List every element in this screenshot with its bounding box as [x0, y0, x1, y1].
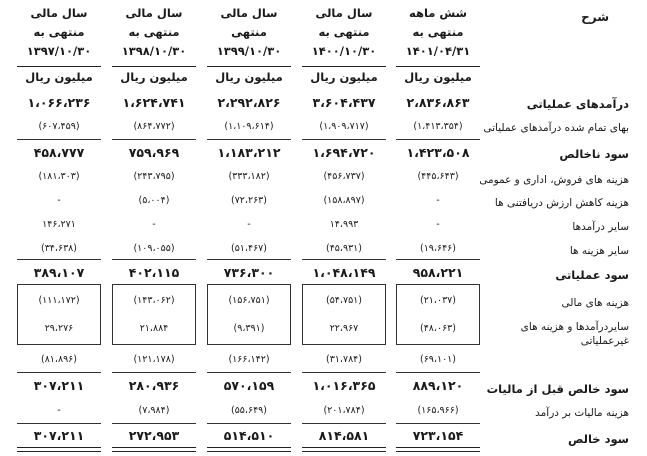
subtotal-rule: [302, 259, 386, 260]
subtotal-rule: [112, 139, 196, 140]
cell: -: [57, 195, 61, 206]
cell: ۲،۲۹۲،۸۲۶: [217, 95, 281, 110]
cell: (۵۱،۴۶۷): [230, 243, 268, 254]
total-double-rule: [112, 447, 196, 452]
cell: ۱،۴۲۳،۵۰۸: [406, 145, 470, 160]
cell: ۳،۶۰۴،۴۳۷: [312, 95, 376, 110]
subtotal-rule: [302, 372, 386, 373]
cell: (۵،۰۰۴): [138, 195, 170, 206]
cell: (۱۲۱،۱۷۸): [133, 354, 175, 365]
cell: ۱،۶۹۴،۷۲۰: [312, 145, 376, 160]
cell: (۲۰۱،۷۸۴): [323, 405, 365, 416]
non-operating-box: [17, 284, 101, 345]
cell: (۴۵،۹۳۱): [325, 243, 363, 254]
column-header-5: سال مالی منتهی به ۱۳۹۷/۱۰/۳۰: [26, 6, 92, 58]
cell: ۱۴۶،۲۷۱: [42, 219, 76, 230]
cell: -: [152, 219, 156, 230]
subtotal-rule: [207, 139, 291, 140]
row-label-operating-revenue: درآمدهای عملیاتی: [526, 97, 629, 111]
subtotal-rule: [17, 139, 101, 140]
row-label-other-income: سایر درآمدها: [572, 221, 629, 233]
cell: (۳۱،۷۸۴): [325, 354, 363, 365]
cell: ۳۰۷،۲۱۱: [33, 428, 85, 443]
cell: ۱،۰۶۶،۲۳۶: [27, 95, 91, 110]
cell: (۱۸۱،۳۰۳): [38, 171, 80, 182]
row-label-operating-profit: سود عملیاتی: [555, 268, 629, 282]
cell: ۲۹،۲۷۶: [44, 323, 74, 334]
cell: (۴۵۶،۷۳۷): [323, 171, 365, 182]
header-rule: [112, 66, 196, 67]
cell: (۸۶۴،۷۷۲): [133, 121, 175, 132]
cell: ۹۵۸،۲۲۱: [412, 265, 464, 280]
cell: (۱۶۵،۹۶۶): [417, 405, 459, 416]
subtotal-rule: [112, 259, 196, 260]
column-header-4: سال مالی منتهی به ۱۳۹۸/۱۰/۳۰: [121, 6, 187, 58]
cell: (۱۹،۶۴۶): [419, 243, 457, 254]
subtotal-rule: [207, 259, 291, 260]
subtotal-rule: [17, 372, 101, 373]
unit-label: میلیون ریال: [310, 70, 378, 84]
cell: (۱۱۱،۱۷۲): [38, 295, 80, 306]
subtotal-rule: [396, 259, 480, 260]
cell: ۸۱۴،۵۸۱: [318, 428, 370, 443]
row-label-gross-profit: سود ناخالص: [559, 147, 629, 161]
subtotal-rule: [302, 423, 386, 424]
column-header-3: سال مالی منتهی ۱۳۹۹/۱۰/۳۰: [216, 6, 282, 58]
cell: (۵۵،۶۴۹): [230, 405, 268, 416]
subtotal-rule: [207, 372, 291, 373]
unit-label: میلیون ریال: [25, 70, 93, 84]
cell: -: [57, 405, 61, 416]
subtotal-rule: [112, 372, 196, 373]
cell: (۴۴۵،۶۴۳): [417, 171, 459, 182]
non-operating-box: [396, 284, 480, 345]
subtotal-rule: [302, 139, 386, 140]
cell: (۴۸،۰۶۳): [419, 323, 457, 334]
cell: (۱۰۹،۰۵۵): [133, 243, 175, 254]
cell: (۷،۹۸۴): [138, 405, 170, 416]
cell: ۸۸۹،۱۲۰: [412, 378, 464, 393]
cell: ۲۲،۹۶۷: [329, 323, 359, 334]
subtotal-rule: [396, 372, 480, 373]
total-double-rule: [396, 447, 480, 452]
cell: (۱،۹۰۹،۷۱۷): [319, 121, 369, 132]
cell: (۱،۱۰۹،۶۱۴): [224, 121, 274, 132]
cell: ۱۴،۹۹۳: [329, 219, 359, 230]
cell: (۱،۴۱۳،۳۵۴): [413, 121, 463, 132]
cell: (۲۱،۰۳۷): [419, 295, 457, 306]
subtotal-rule: [396, 423, 480, 424]
total-double-rule: [207, 447, 291, 452]
row-label-non-operating: سایردرآمدها و هزینه های غیرعملیاتی: [520, 321, 629, 347]
cell: ۵۱۴،۵۱۰: [223, 428, 275, 443]
row-label-sga-expenses: هزینه های فروش، اداری و عمومی: [479, 174, 629, 186]
cell: (۱۴۳،۰۶۲): [133, 295, 175, 306]
total-double-rule: [17, 447, 101, 452]
cell: ۴۵۸،۷۷۷: [33, 145, 85, 160]
cell: ۷۲۳،۱۵۴: [412, 428, 464, 443]
non-operating-box: [112, 284, 196, 345]
row-label-finance-costs: هزینه های مالی: [561, 297, 629, 309]
unit-label: میلیون ریال: [120, 70, 188, 84]
cell: -: [247, 219, 251, 230]
header-rule: [207, 66, 291, 67]
row-label-net-profit: سود خالص: [567, 432, 629, 446]
subtotal-rule: [17, 259, 101, 260]
cell: (۱۶۶،۱۴۲): [228, 354, 270, 365]
cell: ۳۸۹،۱۰۷: [33, 265, 85, 280]
subtotal-rule: [207, 423, 291, 424]
cell: ۴۰۲،۱۱۵: [128, 265, 180, 280]
cell: ۲۸۰،۹۳۶: [128, 378, 180, 393]
cell: (۶۰۷،۴۵۹): [38, 121, 80, 132]
unit-label: میلیون ریال: [404, 70, 472, 84]
cell: (۹،۳۹۱): [233, 323, 265, 334]
cell: -: [436, 195, 440, 206]
non-operating-box: [302, 284, 386, 345]
row-label-cost-of-revenue: بهای تمام شده درآمدهای عملیاتی: [483, 122, 629, 134]
cell: (۶۹،۱۰۱): [419, 354, 457, 365]
cell: (۳۳۳،۱۸۲): [228, 171, 270, 182]
column-header-1: شش ماهه منتهی به ۱۴۰۱/۰۴/۳۱: [405, 6, 471, 58]
header-rule: [302, 66, 386, 67]
row-label-other-expenses: سایر هزینه ها: [569, 245, 629, 257]
cell: (۸۱،۸۹۶): [40, 354, 78, 365]
cell: ۲،۸۳۶،۸۶۳: [406, 95, 470, 110]
subtotal-rule: [17, 423, 101, 424]
header-rule: [17, 66, 101, 67]
cell: (۲۴۳،۷۹۵): [133, 171, 175, 182]
cell: ۷۳۶،۳۰۰: [223, 265, 275, 280]
row-label-income-tax: هزینه مالیات بر درآمد: [535, 407, 629, 419]
cell: ۱،۰۴۸،۱۴۹: [312, 265, 376, 280]
total-double-rule: [302, 447, 386, 452]
cell: (۱۵۸،۸۹۷): [323, 195, 365, 206]
unit-label: میلیون ریال: [215, 70, 283, 84]
subtotal-rule: [112, 423, 196, 424]
cell: (۷۲،۲۶۳): [230, 195, 268, 206]
header-rule: [396, 66, 480, 67]
cell: (۱۵۶،۷۵۱): [228, 295, 270, 306]
row-label-profit-before-tax: سود خالص قبل از مالیات: [486, 382, 629, 396]
cell: ۲۷۲،۹۵۳: [128, 428, 180, 443]
non-operating-box: [207, 284, 291, 345]
cell: ۵۷۰،۱۵۹: [223, 378, 275, 393]
cell: ۱،۰۱۶،۳۶۵: [312, 378, 376, 393]
cell: (۳۴،۶۳۸): [40, 243, 78, 254]
cell: ۳۰۷،۲۱۱: [33, 378, 85, 393]
cell: ۱،۶۲۴،۷۴۱: [122, 95, 186, 110]
row-label-impairment: هزینه کاهش ارزش دریافتنی ها: [494, 197, 629, 209]
cell: (۵۴،۷۵۱): [325, 295, 363, 306]
subtotal-rule: [396, 139, 480, 140]
description-header: شرح: [581, 10, 609, 24]
cell: ۱،۱۸۳،۲۱۲: [217, 145, 281, 160]
cell: -: [436, 219, 440, 230]
cell: ۷۵۹،۹۶۹: [128, 145, 180, 160]
column-header-2: سال مالی منتهی به ۱۴۰۰/۱۰/۳۰: [311, 6, 377, 58]
cell: ۲۱،۸۸۴: [139, 323, 169, 334]
